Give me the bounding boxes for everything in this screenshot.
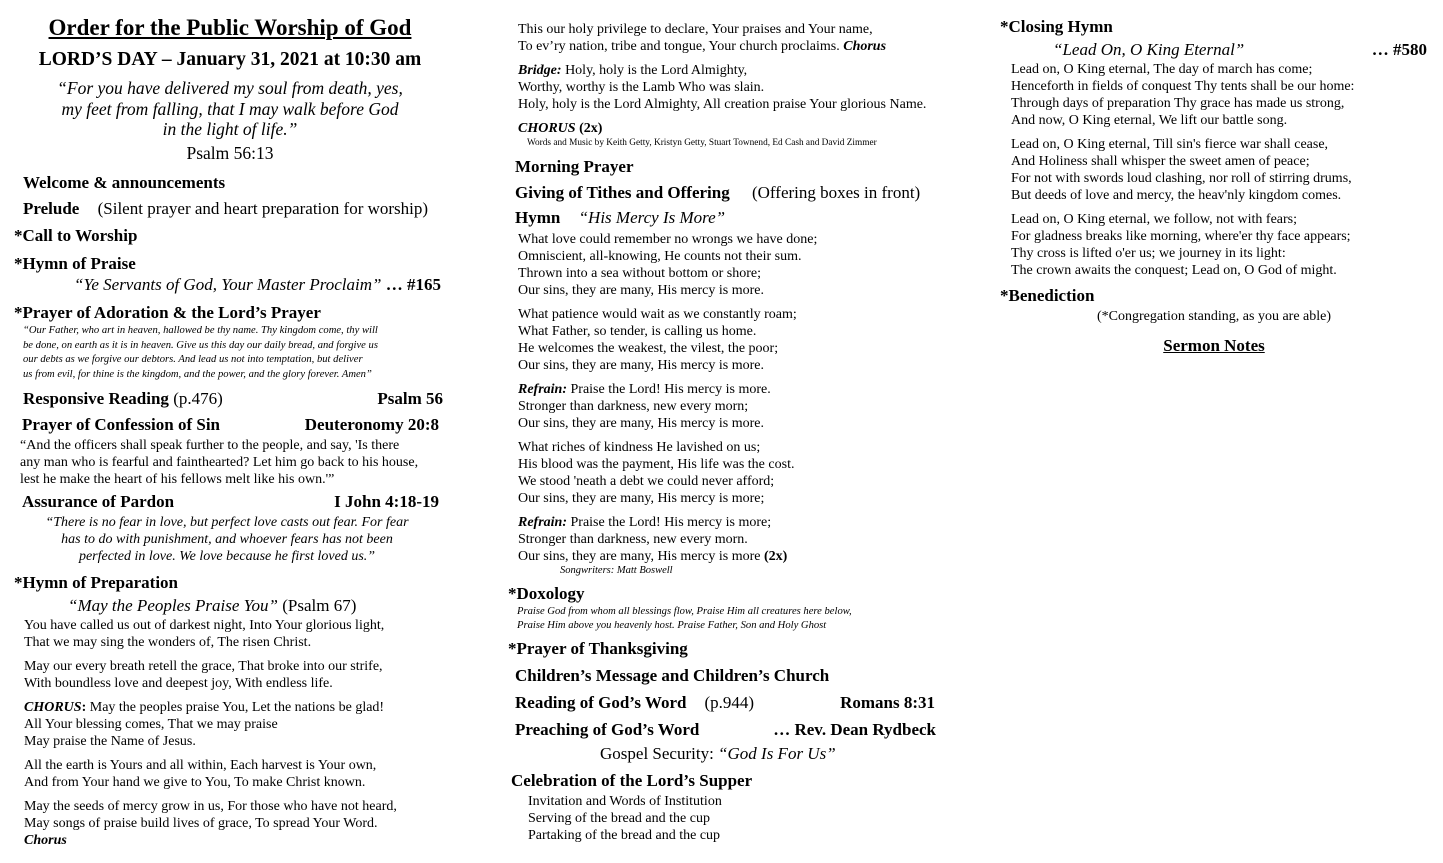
lyric-line: What Father, so tender, is calling us home.: [518, 324, 757, 339]
lyric-line: Thy cross is lifted o'er us; we journey in its light:: [1011, 246, 1286, 261]
his-mercy-lyrics: [518, 231, 817, 565]
tithes-label: Giving of Tithes and Offering: [515, 183, 730, 202]
service-date: LORD’S DAY – January 31, 2021 at 10:30 am: [38, 49, 422, 70]
prelude-row: [23, 199, 428, 219]
lyric-line: Lead on, O King eternal, The day of march has come;: [1011, 62, 1313, 77]
lords-prayer: [23, 324, 378, 382]
lyric-line: Henceforth in fields of conquest Thy tents shall be our home:: [1011, 79, 1355, 94]
confession-ref: Deuteronomy 20:8: [304, 415, 439, 434]
epigraph-line: “For you have delivered my soul from death, yes,: [57, 78, 403, 98]
reading-ref: Romans 8:31: [840, 693, 935, 712]
sermon-prefix: Gospel Security:: [600, 744, 719, 763]
lords-supper-heading: Celebration of the Lord’s Supper: [511, 771, 753, 790]
lords-prayer-line: our debts as we forgive our debtors. And lead us not into temptation, but deliver: [23, 354, 363, 366]
lyric-line: For gladness breaks like morning, where'er thy face appears;: [1011, 229, 1351, 244]
lords-supper-items: [528, 793, 722, 844]
preaching-row: [515, 720, 936, 740]
confession-line: “And the officers shall speak further to the people, and say, 'Is there: [20, 438, 400, 453]
chorus-text: May the peoples praise You, Let the nations be glad!: [89, 700, 385, 715]
lyric-line: Our sins, they are many, His mercy is more.: [518, 283, 764, 298]
bridge-line: Bridge: Holy, holy is the Lord Almighty,: [518, 63, 748, 78]
reading-row: [515, 693, 935, 713]
lyric-line: Lead on, O King eternal, Till sin's fierce war shall cease,: [1011, 137, 1329, 152]
pardon-text: [14, 514, 440, 565]
tithes-note: (Offering boxes in front): [751, 183, 921, 202]
lords-prayer-line: us from evil, for thine is the kingdom, and the power, and the glory forever. Amen”: [23, 368, 372, 380]
lyric-line: Holy, holy is the Lord Almighty, All creation praise Your glorious Name.: [518, 97, 927, 112]
confession-line: any man who is fearful and fainthearted? Let him go back to his house,: [20, 455, 419, 470]
sermon-title: “God Is For Us”: [718, 744, 836, 763]
lyric-line: We stood 'neath a debt we could never afford;: [518, 474, 775, 489]
lords-prayer-line: be done, on earth as it is in heaven. Give us this day our daily bread, and forgive us: [23, 339, 378, 351]
lyric-line: But deeds of love and mercy, the heav'nly kingdom comes.: [1011, 188, 1342, 203]
epigraph-line: in the light of life.”: [162, 119, 298, 139]
lyric-line: What riches of kindness He lavished on us;: [518, 440, 761, 455]
lyric-line: Thrown into a sea without bottom or shore;: [518, 266, 762, 281]
lyric-line: And from Your hand we give to You, To make Christ known.: [24, 775, 366, 790]
standing-note: (*Congregation standing, as you are able): [1096, 309, 1332, 324]
adoration-heading: *Prayer of Adoration & the Lord’s Prayer: [14, 303, 321, 322]
morning-prayer-heading: Morning Prayer: [515, 157, 634, 176]
preparation-title: “May the Peoples Praise You”: [68, 596, 278, 615]
responsive-reading-row: [23, 389, 443, 409]
preacher: … Rev. Dean Rydbeck: [773, 720, 936, 739]
songwriters: Songwriters: Matt Boswell: [560, 565, 673, 576]
prelude-note: (Silent prayer and heart preparation for worship): [97, 199, 429, 218]
epigraph: [14, 78, 446, 140]
sermon-notes-heading: Sermon Notes: [1163, 336, 1265, 355]
reading-page: (p.944): [704, 693, 755, 712]
hymn-of-praise-title: “Ye Servants of God, Your Master Proclaim”: [74, 275, 382, 294]
lyric-line: May praise the Name of Jesus.: [24, 734, 196, 749]
doxology-line: Praise God from whom all blessings flow, Praise Him all creatures here below,: [517, 606, 852, 617]
lyric-line: You have called us out of darkest night, Into Your glorious light,: [24, 618, 385, 633]
lyric-line: What patience would wait as we constantly roam;: [518, 307, 797, 322]
lyric-line: Omniscient, all-knowing, He counts not their sum.: [518, 249, 802, 264]
closing-hymn-number: … #580: [1371, 40, 1427, 59]
lyric-line: He welcomes the weakest, the vilest, the poor;: [518, 341, 779, 356]
confession-row: [22, 415, 439, 435]
lyric-line: May the seeds of mercy grow in us, For those who have not heard,: [24, 799, 397, 814]
lyric-line: May songs of praise build lives of grace, To spread Your Word.: [24, 816, 378, 831]
lyric-line: Our sins, they are many, His mercy is more;: [518, 491, 765, 506]
doxology-heading: *Doxology: [508, 584, 585, 603]
hymn-of-praise-number: … #165: [385, 275, 441, 294]
lyric-line: To ev’ry nation, tribe and tongue, Your church proclaims. Chorus: [518, 39, 887, 54]
doxology-text: [517, 605, 852, 633]
tithes-row: [515, 183, 920, 203]
epigraph-line: my feet from falling, that I may walk before God: [61, 98, 399, 119]
doxology-line: Praise Him above you heavenly host. Praise Father, Son and Holy Ghost: [517, 620, 827, 631]
supper-item: Invitation and Words of Institution: [528, 794, 722, 809]
preparation-title-row: [68, 596, 356, 616]
supper-item: Serving of the bread and the cup: [528, 811, 710, 826]
confession-text: [20, 437, 418, 488]
lords-prayer-line: “Our Father, who art in heaven, hallowed be thy name. Thy kingdom come, thy will: [23, 325, 378, 336]
lyric-line: For not with swords loud clashing, nor roll of stirring drums,: [1011, 171, 1352, 186]
lyric-line: Worthy, worthy is the Lamb Who was slain.: [518, 80, 765, 95]
lyric-line: Our sins, they are many, His mercy is more.: [518, 358, 764, 373]
pardon-ref: I John 4:18-19: [334, 492, 439, 511]
preparation-heading: *Hymn of Preparation: [14, 573, 179, 592]
chorus-marker: Chorus: [24, 833, 67, 848]
pardon-row: [22, 492, 439, 512]
responsive-reading-label: Responsive Reading: [23, 389, 169, 408]
lyric-line: And Holiness shall whisper the sweet amen of peace;: [1011, 154, 1310, 169]
responsive-reading-page: (p.476): [173, 389, 223, 408]
chorus-repeat: CHORUS (2x): [518, 121, 603, 136]
lyric-line: Stronger than darkness, new every morn.: [518, 532, 748, 547]
closing-hymn-heading: *Closing Hymn: [1000, 17, 1113, 36]
chorus-line: CHORUS: May the peoples praise You, Let the nations be glad!: [24, 700, 385, 715]
pardon-line: has to do with punishment, and whoever fears has not been: [61, 532, 393, 547]
closing-hymn-lyrics: [1011, 61, 1354, 279]
supper-item: Partaking of the bread and the cup: [528, 828, 721, 843]
welcome-heading: Welcome & announcements: [23, 173, 226, 192]
responsive-reading-ref: Psalm 56: [377, 389, 443, 408]
preparation-ref: (Psalm 67): [282, 596, 357, 615]
call-to-worship-heading: *Call to Worship: [14, 226, 138, 245]
thanksgiving-heading: *Prayer of Thanksgiving: [508, 639, 688, 658]
lyric-line: What love could remember no wrongs we have done;: [518, 232, 818, 247]
lyric-line: Through days of preparation Thy grace has made us strong,: [1011, 96, 1345, 111]
chorus-marker: Chorus: [843, 39, 887, 54]
lyric-line: With boundless love and deepest joy, With endless life.: [24, 676, 333, 691]
lyric-line: Lead on, O King eternal, we follow, not with fears;: [1011, 212, 1298, 227]
benediction-heading: *Benediction: [1000, 286, 1095, 305]
closing-hymn-title: “Lead On, O King Eternal”: [1053, 40, 1245, 59]
reading-label: Reading of God’s Word: [515, 693, 687, 712]
closing-hymn-row: [1053, 40, 1427, 60]
lyric-line: The crown awaits the conquest; Lead on, O God of might.: [1011, 263, 1337, 278]
lyric-line: Stronger than darkness, new every morn;: [518, 399, 749, 414]
pardon-label: Assurance of Pardon: [22, 492, 175, 511]
song-credits: Words and Music by Keith Getty, Kristyn Getty, Stuart Townend, Ed Cash and David Zimmer: [527, 138, 877, 148]
preaching-label: Preaching of God’s Word: [515, 720, 700, 739]
lyric-line: All Your blessing comes, That we may praise: [24, 717, 278, 732]
lyric-line: This our holy privilege to declare, Your praises and Your name,: [518, 22, 873, 37]
lyric-line: Our sins, they are many, His mercy is more (2x): [518, 549, 788, 564]
refrain-label: Refrain:: [518, 382, 567, 397]
epigraph-reference: Psalm 56:13: [186, 143, 274, 163]
refrain-line: Refrain: Praise the Lord! His mercy is more.: [518, 382, 771, 397]
refrain-line: Refrain: Praise the Lord! His mercy is more;: [518, 515, 772, 530]
lyric-line: Our sins, they are many, His mercy is more.: [518, 416, 764, 431]
hymn-of-praise-row: [74, 275, 441, 295]
prep-hymn-continued: [518, 21, 926, 137]
hymn-row: [515, 208, 725, 228]
bridge-label: Bridge:: [518, 63, 562, 78]
bulletin-title: Order for the Public Worship of God: [48, 15, 412, 40]
sermon-row: [600, 744, 836, 764]
lyric-line: His blood was the payment, His life was the cost.: [518, 457, 795, 472]
childrens-message-heading: Children’s Message and Children’s Church: [515, 666, 830, 685]
lyric-line: All the earth is Yours and all within, Each harvest is Your own,: [24, 758, 377, 773]
prelude-label: Prelude: [23, 199, 80, 218]
confession-label: Prayer of Confession of Sin: [22, 415, 221, 434]
lyric-line: May our every breath retell the grace, That broke into our strife,: [24, 659, 383, 674]
pardon-line: “There is no fear in love, but perfect love casts out fear. For fear: [45, 515, 409, 530]
hymn-title: “His Mercy Is More”: [578, 208, 726, 227]
hymn-label: Hymn: [515, 208, 561, 227]
confession-line: lest he make the heart of his fellows melt like his own.'”: [20, 472, 335, 487]
lyric-line: That we may sing the wonders of, The risen Christ.: [24, 635, 312, 650]
lyric-line: And now, O King eternal, We lift our battle song.: [1011, 113, 1288, 128]
chorus-label: CHORUS: [24, 700, 82, 715]
pardon-line: perfected in love. We love because he first loved us.”: [78, 549, 376, 564]
hymn-of-praise-heading: *Hymn of Praise: [14, 254, 136, 273]
preparation-lyrics: [24, 617, 397, 849]
